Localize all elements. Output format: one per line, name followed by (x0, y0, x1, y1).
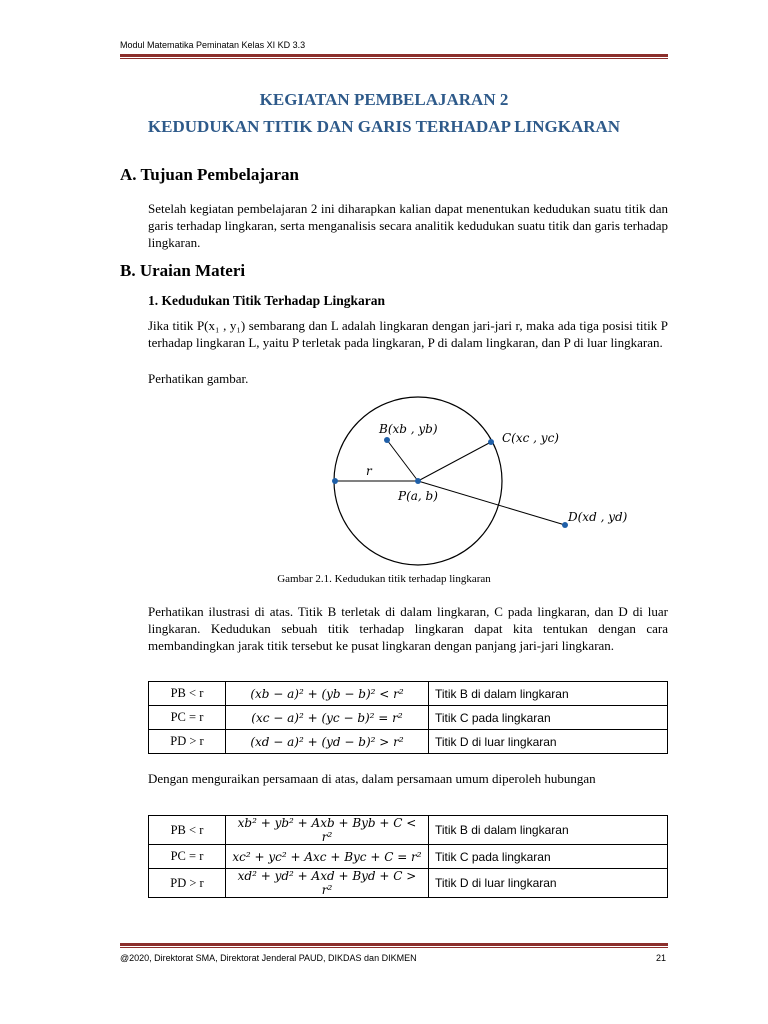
condition-cell: PC = r (149, 706, 226, 730)
subsection-1-heading: 1. Kedudukan Titik Terhadap Lingkaran (148, 293, 385, 308)
equation-cell: (xc − a)² + (yc − b)² = r² (226, 706, 429, 730)
section-b-heading: B. Uraian Materi (120, 261, 246, 280)
equation-cell: xc² + yc² + Axc + Byc + C = r² (226, 845, 429, 869)
look-text: Perhatikan gambar. (148, 371, 249, 386)
label-b: B(xb , yb) (379, 422, 438, 436)
footer-rule-thin (120, 947, 668, 948)
explanation-paragraph: Perhatikan ilustrasi di atas. Titik B terletak di dalam lingkaran, C pada lingkaran, dan D di luar lingkaran. Kedudukan sebuah titik terhadap lingkaran dapat kita tentukan dengan cara membandingkan jarak titik tersebut ke pusat lingkaran dengan panjang jari-jari lingkaran. (148, 604, 668, 653)
condition-cell: PD > r (149, 869, 226, 898)
relation-table-2 (148, 815, 668, 898)
point-p (415, 478, 421, 484)
description-cell: Titik D di luar lingkaran (429, 730, 668, 754)
equation-cell: (xb − a)² + (yb − b)² < r² (226, 682, 429, 706)
label-p: P(a, b) (398, 489, 438, 503)
description-cell: Titik B di dalam lingkaran (429, 682, 668, 706)
equation-cell: (xd − a)² + (yd − b)² > r² (226, 730, 429, 754)
page-title-line1: KEGIATAN PEMBELAJARAN 2 (259, 90, 509, 109)
running-header: Modul Matematika Peminatan Kelas XI KD 3.3 (120, 40, 306, 50)
table-row (149, 845, 668, 869)
line-pc (418, 442, 491, 481)
label-r: r (366, 464, 372, 478)
condition-cell: PD > r (149, 730, 226, 754)
description-cell: Titik C pada lingkaran (429, 845, 668, 869)
description-cell: Titik C pada lingkaran (429, 706, 668, 730)
section-a-text: Setelah kegiatan pembelajaran 2 ini diharapkan kalian dapat menentukan kedudukan suatu titik dan garis terhadap lingkaran, serta menganalisis secara analitik kedudukan suatu titik dan garis terhadap lingkaran. (148, 201, 668, 250)
footer-rule (120, 943, 668, 946)
expansion-paragraph: Dengan menguraikan persamaan di atas, dalam persamaan umum diperoleh hubungan (148, 771, 596, 786)
circle-figure (300, 395, 640, 570)
description-cell: Titik D di luar lingkaran (429, 869, 668, 898)
page-number: 21 (656, 953, 667, 963)
equation-cell: xb² + yb² + Axb + Byb + C < r² (226, 816, 429, 845)
intro-paragraph: Jika titik P(x₁ , y₁) sembarang dan L adalah lingkaran dengan jari-jari r, maka ada tiga posisi titik P terhadap lingkaran L, yaitu P terletak pada lingkaran, P di dalam lingkaran, dan P di luar lingkaran. (148, 318, 668, 350)
label-d: D(xd , yd) (568, 510, 628, 524)
condition-cell: PB < r (149, 816, 226, 845)
table-row (149, 869, 668, 898)
table-row (149, 816, 668, 845)
page-title-line2: KEDUDUKAN TITIK DAN GARIS TERHADAP LINGKARAN (147, 117, 621, 136)
header-rule (120, 54, 668, 57)
line-pb (387, 440, 418, 481)
equation-cell: xd² + yd² + Axd + Byd + C > r² (226, 869, 429, 898)
section-a-heading: A. Tujuan Pembelajaran (120, 165, 299, 184)
table-row (149, 730, 668, 754)
table-row (149, 706, 668, 730)
figure-caption: Gambar 2.1. Kedudukan titik terhadap lingkaran (277, 573, 491, 585)
table-row (149, 682, 668, 706)
point-c (488, 439, 494, 445)
footer-copyright: @2020, Direktorat SMA, Direktorat Jenderal PAUD, DIKDAS dan DIKMEN (120, 953, 417, 963)
point-left (332, 478, 338, 484)
label-c: C(xc , yc) (502, 431, 559, 445)
header-rule-thin (120, 58, 668, 59)
condition-cell: PC = r (149, 845, 226, 869)
relation-table-1 (148, 681, 668, 754)
line-pd (418, 481, 565, 525)
description-cell: Titik B di dalam lingkaran (429, 816, 668, 845)
condition-cell: PB < r (149, 682, 226, 706)
point-b (384, 437, 390, 443)
